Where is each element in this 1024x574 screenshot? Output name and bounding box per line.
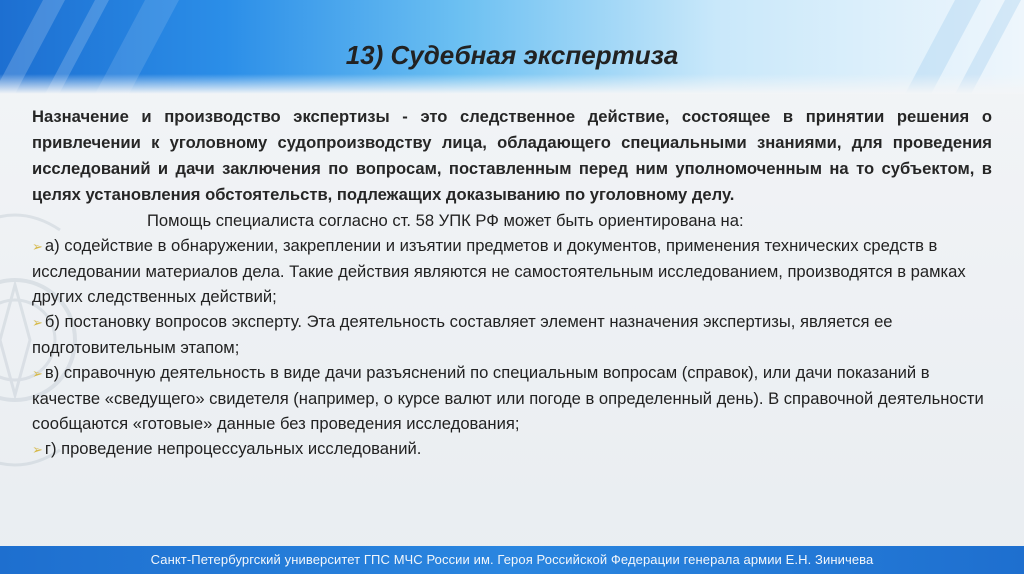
- arrow-bullet-icon: ➢: [32, 442, 43, 457]
- arrow-bullet-icon: ➢: [32, 239, 43, 254]
- list-item-text: г) проведение непроцессуальных исследований.: [44, 439, 422, 458]
- expertise-definition: Назначение и производство экспертизы - это следственное действие, состоящее в принятии решения о привлечении к уголовному судопроизводству лица, обладающего специальными знаниями, для проведения исследований и дачи заключения по вопросам, поставленным перед ним уполномоченным на то субъектом, в целях установления обстоятельств, подлежащих доказыванию по уголовному делу.: [32, 107, 992, 204]
- footer-bar: [0, 546, 1024, 574]
- slide-title: 13) Судебная экспертиза: [345, 40, 679, 70]
- banner-fade: [0, 74, 1024, 94]
- list-item: [32, 309, 992, 360]
- arrow-bullet-icon: ➢: [32, 366, 43, 381]
- list-item: [32, 436, 992, 462]
- arrow-bullet-icon: ➢: [32, 315, 43, 330]
- list-item: [32, 233, 992, 309]
- list-item-text: в) справочную деятельность в виде дачи разъяснений по специальным вопросам (справок), или дачи показаний в качестве «сведущего» свидетеля (например, о курсе валют или погоде в определенный день). В справочной деятельности сообщаются «готовые» данные без проведения исследования;: [32, 363, 984, 433]
- specialist-intro: Помощь специалиста согласно ст. 58 УПК РФ может быть ориентирована на:: [147, 211, 744, 230]
- slide-body: [32, 104, 992, 462]
- list-item-text: б) постановку вопросов эксперту. Эта деятельность составляет элемент назначения экспертизы, является ее подготовительным этапом;: [32, 312, 893, 357]
- footer-university-name: Санкт-Петербургский университет ГПС МЧС России им. Героя Российской Федерации генерала армии Е.Н. Зиничева: [150, 552, 874, 567]
- list-item-text: а) содействие в обнаружении, закреплении и изъятии предметов и документов, применения технических средств в исследовании материалов дела. Такие действия являются не самостоятельным исследованием, производятся в рамках других следственных действий;: [32, 236, 966, 306]
- list-item: [32, 360, 992, 436]
